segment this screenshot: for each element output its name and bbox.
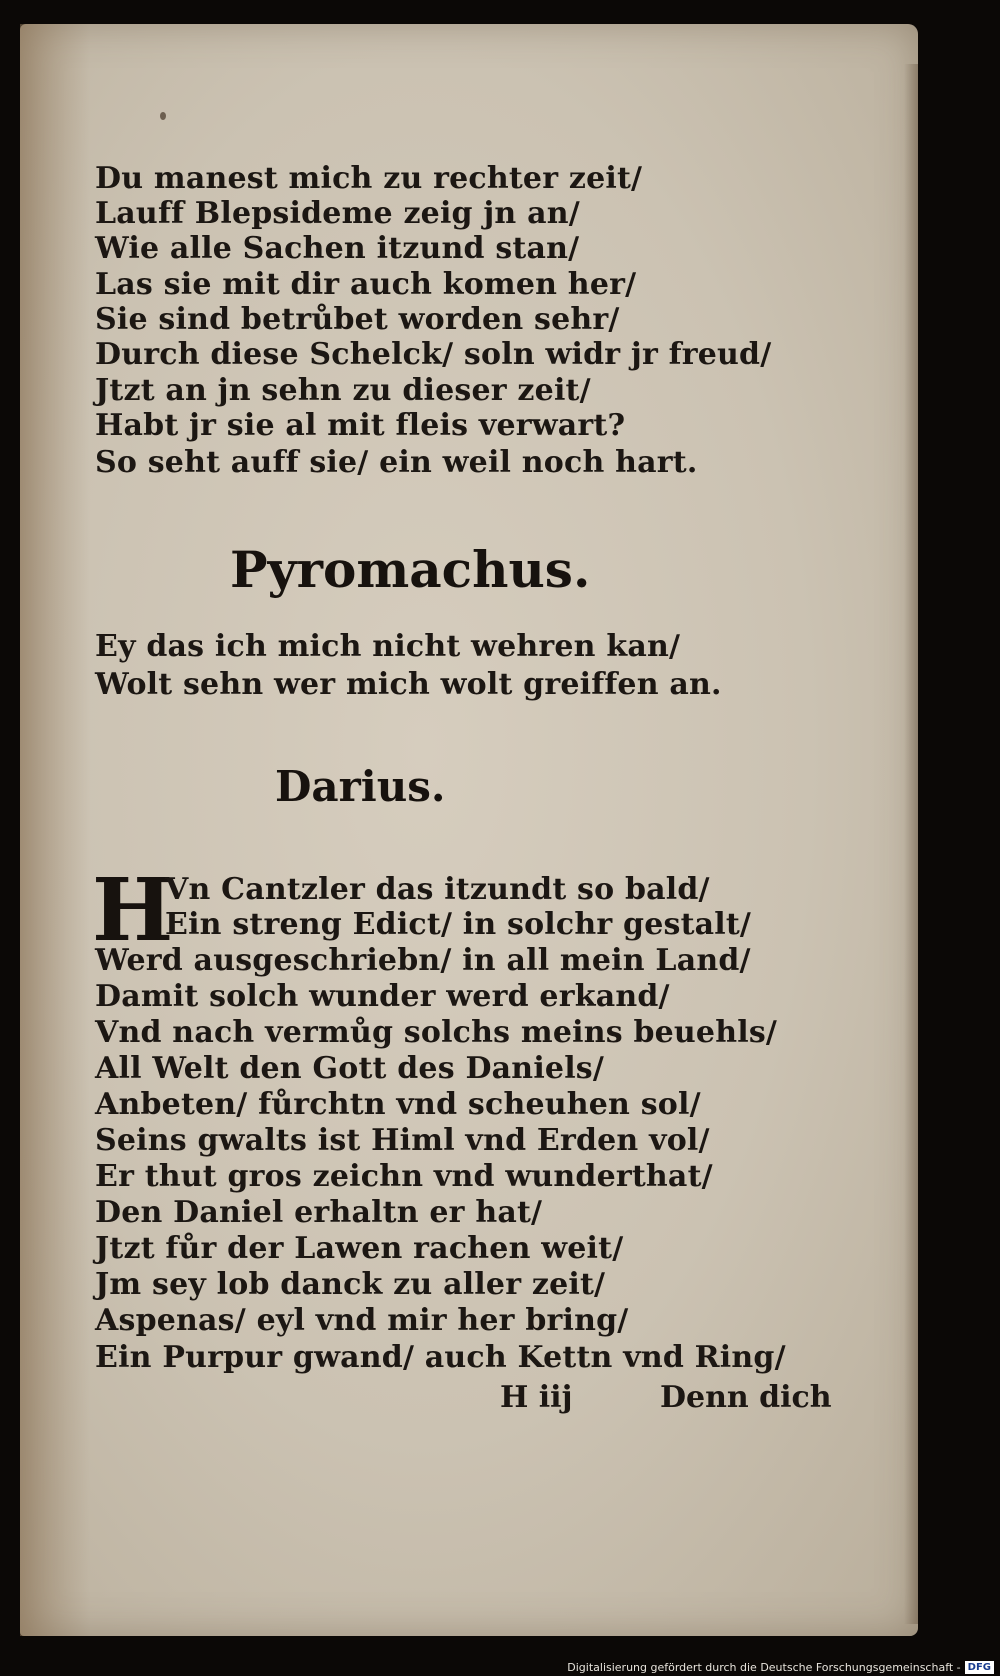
verse-line: Seins gwalts ist Himl vnd Erden vol/	[95, 1123, 710, 1158]
verse-line: Ein streng Edict/ in solchr gestalt/	[165, 907, 752, 942]
verse-line: Durch diese Schelck/ soln widr jr freud/	[95, 337, 772, 372]
catchword: Denn dich	[660, 1380, 832, 1415]
verse-line: Ein Purpur gwand/ auch Kettn vnd Ring/	[95, 1340, 786, 1375]
verse-line: All Welt den Gott des Daniels/	[95, 1051, 605, 1086]
verse-line: Wie alle Sachen itzund stan/	[95, 231, 580, 266]
verse-line: Anbeten/ fůrchtn vnd scheuhen sol/	[95, 1087, 701, 1122]
verse-line: Jm sey lob danck zu aller zeit/	[95, 1267, 606, 1302]
verse-line: Werd ausgeschriebn/ in all mein Land/	[95, 943, 751, 978]
dfg-logo: DFG	[965, 1661, 994, 1674]
speaker-heading: Pyromachus.	[230, 540, 591, 599]
verse-line: Jtzt fůr der Lawen rachen weit/	[95, 1231, 624, 1266]
verse-line: Lauff Blepsideme zeig jn an/	[95, 196, 580, 231]
verse-line: Du manest mich zu rechter zeit/	[95, 161, 643, 196]
verse-line: Vnd nach vermůg solchs meins beuehls/	[95, 1015, 778, 1050]
verse-line: So seht auff sie/ ein weil noch hart.	[95, 445, 698, 480]
page-edge-shadow	[904, 64, 918, 1624]
verse-line: Wolt sehn wer mich wolt greiffen an.	[95, 667, 722, 702]
drop-cap: H	[92, 860, 174, 961]
speaker-heading: Darius.	[275, 762, 446, 811]
verse-line: Jtzt an jn sehn zu dieser zeit/	[95, 373, 591, 408]
page-gutter-shadow	[20, 24, 90, 1636]
verse-line: Er thut gros zeichn vnd wunderthat/	[95, 1159, 713, 1194]
verse-line: Habt jr sie al mit fleis verwart?	[95, 408, 626, 443]
verse-line: Sie sind betrůbet worden sehr/	[95, 302, 620, 337]
verse-line: Ey das ich mich nicht wehren kan/	[95, 629, 681, 664]
digitization-footer	[567, 1661, 994, 1674]
ink-speck	[160, 112, 166, 120]
signature-mark: H iij	[500, 1380, 573, 1415]
verse-line: Aspenas/ eyl vnd mir her bring/	[95, 1303, 629, 1338]
verse-line: Den Daniel erhaltn er hat/	[95, 1195, 543, 1230]
footer-text: Digitalisierung gefördert durch die Deutsche Forschungsgemeinschaft -	[567, 1661, 961, 1674]
verse-line: Vn Cantzler das itzundt so bald/	[165, 872, 710, 907]
verse-line: Las sie mit dir auch komen her/	[95, 267, 637, 302]
verse-line: Damit solch wunder werd erkand/	[95, 979, 670, 1014]
